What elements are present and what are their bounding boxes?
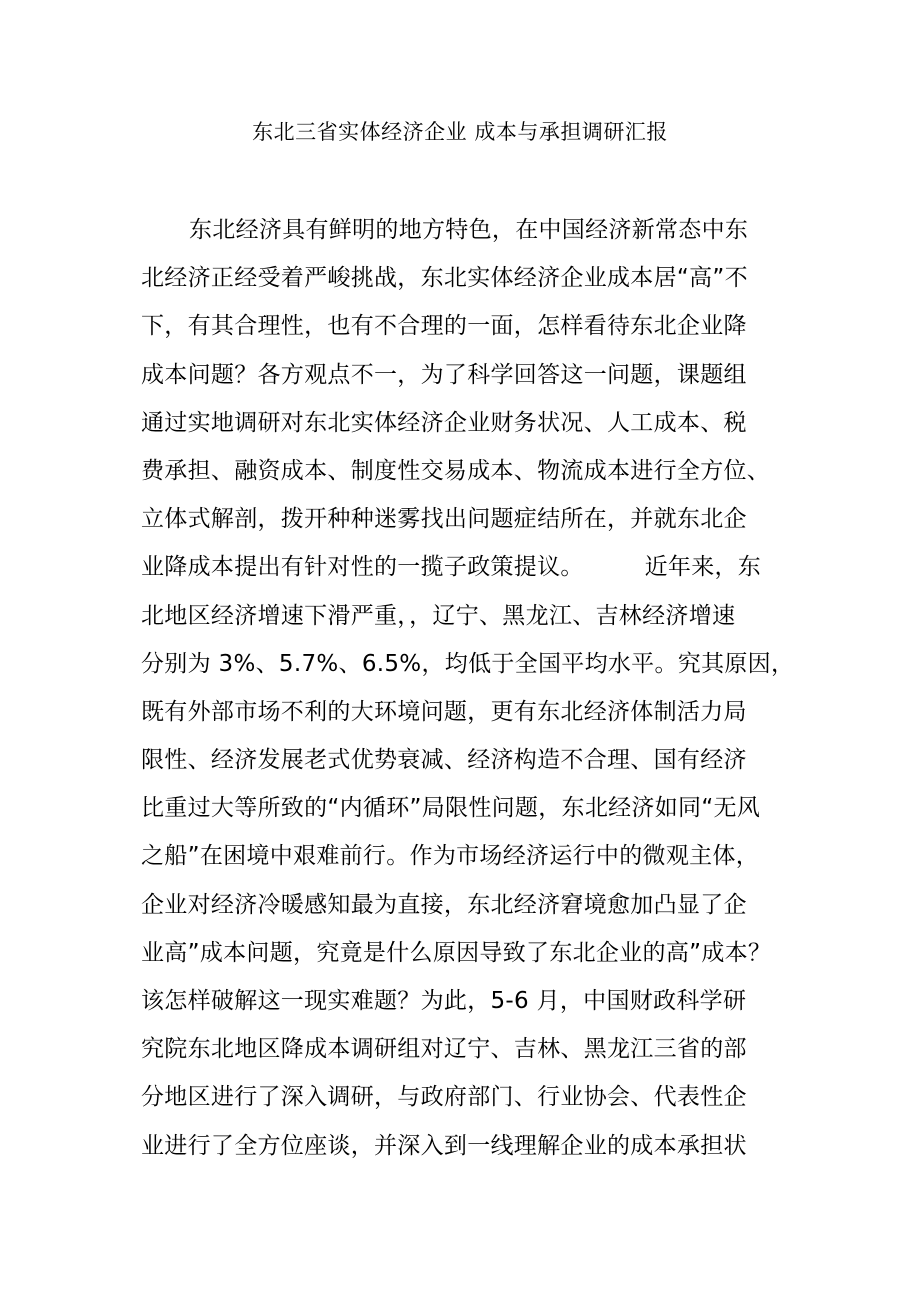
text-line: 下，有其合理性，也有不合理的一面，怎样看待东北企业降 [141,313,747,340]
document-title: 东北三省实体经济企业 成本与承担调研汇报 [252,120,668,144]
text-line: 限性、经济发展老式优势衰减、经济构造不合理、国有经济 [141,747,747,774]
text-line: 业高”成本问题，究竟是什么原因导致了东北企业的高”成本？ [141,939,772,966]
text-line: 该怎样破解这一现实难题？为此，5-6 月，中国财政科学研 [141,988,747,1014]
text-line: 通过实地调研对东北实体经济企业财务状况、人工成本、税 [141,409,747,436]
text-line: 既有外部市场不利的大环境问题，更有东北经济体制活力局 [141,698,747,725]
text-line: 立体式解剖，拨开种种迷雾找出问题症结所在，并就东北企 [141,506,747,533]
text-line: 费承担、融资成本、制度性交易成本、物流成本进行全方位、 [141,457,771,484]
body-paragraph [141,212,801,1176]
text-line: 东北经济具有鲜明的地方特色，在中国经济新常态中东 [189,217,749,243]
text-line: 之船”在困境中艰难前行。作为市场经济运行中的微观主体， [141,843,760,870]
text-line: 北经济正经受着严峻挑战，东北实体经济企业成本居“高”不 [141,265,748,292]
text-line: 比重过大等所致的“内循环”局限性问题，东北经济如同“无风 [141,795,761,822]
text-line: 分地区进行了深入调研，与政府部门、行业协会、代表性企 [141,1084,747,1111]
text-line: 业进行了全方位座谈，并深入到一线理解企业的成本承担状 [141,1132,747,1159]
text-line: 企业对经济冷暖感知最为直接，东北经济窘境愈加凸显了企 [141,891,747,918]
text-line: 业降成本提出有针对性的一揽子政策提议。 近年来，东 [141,554,762,581]
text-line: 成本问题？各方观点不一，为了科学回答这一问题，课题组 [141,361,747,388]
text-line: 北地区经济增速下滑严重，，辽宁、黑龙江、吉林经济增速 [141,602,736,629]
text-line: 究院东北地区降成本调研组对辽宁、吉林、黑龙江三省的部 [141,1036,747,1063]
text-line: 分别为 3%、5.7%、6.5%，均低于全国平均水平。究其原因， [141,650,795,677]
